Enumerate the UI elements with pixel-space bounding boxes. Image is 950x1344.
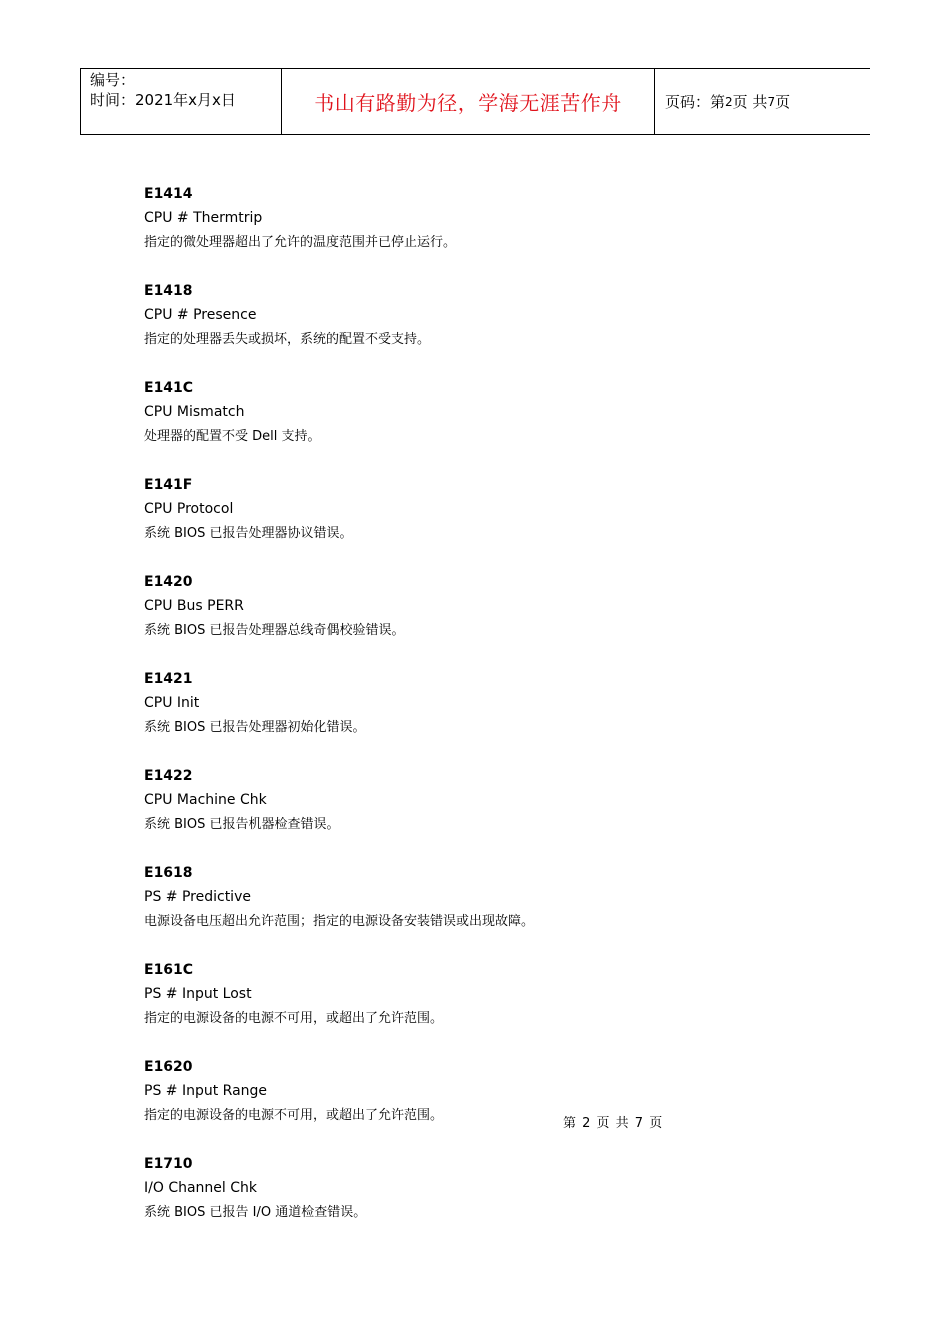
error-code: E1418: [144, 283, 193, 299]
error-name: PS # Input Lost: [144, 986, 252, 1002]
header-page-info: [655, 69, 870, 134]
number-label: 编号：: [90, 71, 136, 89]
error-name: CPU Protocol: [144, 501, 234, 517]
error-description: 系统 BIOS 已报告处理器协议错误。: [144, 526, 353, 541]
error-name: CPU Init: [144, 695, 200, 711]
list-item: [144, 764, 744, 861]
list-item: [144, 182, 744, 279]
error-code: E1618: [144, 865, 193, 881]
error-code-list: [144, 182, 744, 1249]
error-name: PS # Predictive: [144, 889, 251, 905]
page-header: [80, 68, 870, 135]
page-suffix: 页: [775, 93, 791, 111]
page-mid: 页 共: [732, 93, 768, 111]
list-item: [144, 279, 744, 376]
error-code: E1414: [144, 186, 193, 202]
error-name: PS # Input Range: [144, 1083, 268, 1099]
page-footer: 第 2 页 共 7 页: [563, 1116, 664, 1131]
header-meta: [81, 69, 282, 134]
error-code: E1421: [144, 671, 193, 687]
error-code: E141C: [144, 380, 194, 396]
error-code: E1422: [144, 768, 193, 784]
list-item: [144, 667, 744, 764]
error-description: 系统 BIOS 已报告处理器初始化错误。: [144, 720, 366, 735]
list-item: [144, 958, 744, 1055]
list-item: [144, 376, 744, 473]
error-name: CPU # Thermtrip: [144, 210, 263, 226]
error-description: 系统 BIOS 已报告机器检查错误。: [144, 817, 340, 832]
error-code: E1420: [144, 574, 193, 590]
page-prefix: 页码：第: [665, 93, 726, 111]
error-name: CPU # Presence: [144, 307, 257, 323]
error-name: CPU Mismatch: [144, 404, 245, 420]
error-description: 指定的微处理器超出了允许的温度范围并已停止运行。: [144, 235, 457, 250]
error-name: I/O Channel Chk: [144, 1180, 257, 1196]
list-item: [144, 1152, 744, 1249]
error-description: 指定的电源设备的电源不可用，或超出了允许范围。: [144, 1011, 444, 1026]
list-item: [144, 473, 744, 570]
error-description: 电源设备电压超出允许范围；指定的电源设备安装错误或出现故障。: [144, 914, 535, 929]
error-description: 指定的电源设备的电源不可用，或超出了允许范围。: [144, 1108, 444, 1123]
time-label: 时间：2021年x月x日: [90, 91, 236, 109]
error-code: E1710: [144, 1156, 193, 1172]
error-code: E1620: [144, 1059, 193, 1075]
list-item: [144, 1055, 744, 1152]
error-name: CPU Machine Chk: [144, 792, 267, 808]
list-item: [144, 570, 744, 667]
error-code: E161C: [144, 962, 194, 978]
error-description: 处理器的配置不受 Dell 支持。: [144, 429, 321, 444]
error-description: 系统 BIOS 已报告处理器总线奇偶校验错误。: [144, 623, 405, 638]
error-description: 系统 BIOS 已报告 I/O 通道检查错误。: [144, 1205, 367, 1220]
header-motto: 书山有路勤为径，学海无涯苦作舟: [282, 69, 655, 134]
error-name: CPU Bus PERR: [144, 598, 244, 614]
error-description: 指定的处理器丢失或损坏，系统的配置不受支持。: [144, 332, 431, 347]
list-item: [144, 861, 744, 958]
error-code: E141F: [144, 477, 193, 493]
page-total: 7: [767, 94, 776, 109]
page-current: 2: [725, 94, 733, 109]
